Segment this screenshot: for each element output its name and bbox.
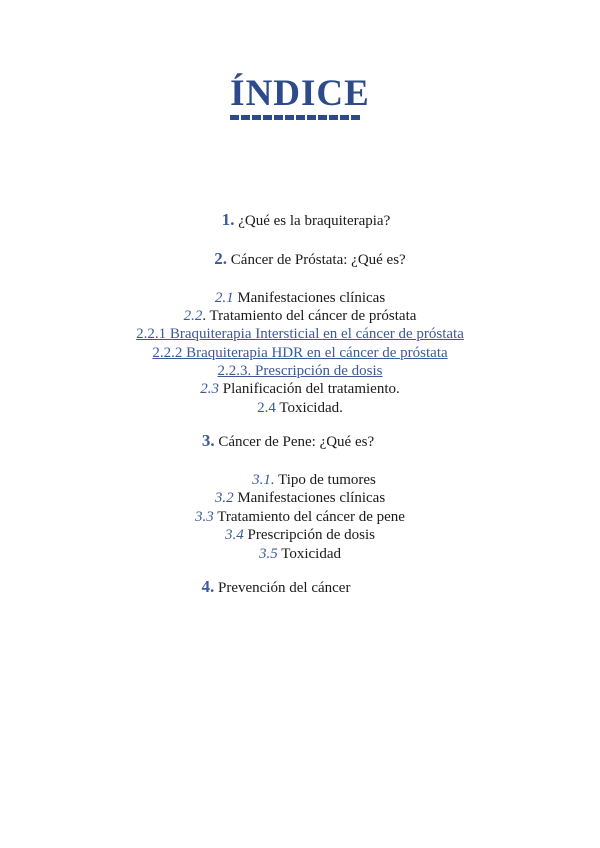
toc-number: 3.2 <box>214 490 234 506</box>
toc-label: Tratamiento del cáncer de pene <box>213 509 405 525</box>
toc-entry-3[interactable] <box>0 432 588 451</box>
toc-number: 2.3 <box>200 381 219 397</box>
toc-label: Tipo de tumores <box>274 472 376 488</box>
toc-entry-2-1[interactable] <box>0 289 600 307</box>
toc-number: 3.5 <box>259 546 278 562</box>
toc-label: Cáncer de Pene: ¿Qué es? <box>214 434 375 450</box>
toc-label: Manifestaciones clínicas <box>233 490 386 506</box>
toc-entry-3-5[interactable] <box>0 545 600 563</box>
toc-entry-3-4[interactable] <box>0 526 600 544</box>
toc-label: Planificación del tratamiento. <box>218 381 400 397</box>
toc-entry-2[interactable] <box>10 250 600 269</box>
toc-label: Manifestaciones clínicas <box>233 290 386 306</box>
toc-entry-1[interactable] <box>6 211 600 230</box>
toc-entry-2-3[interactable] <box>0 380 600 398</box>
toc-label: Prevención del cáncer <box>214 580 351 596</box>
toc-link-2-2-1[interactable]: 2.2.1 Braquiterapia Intersticial en el cáncer de próstata <box>136 326 464 342</box>
toc-number: 3. <box>201 431 215 450</box>
toc-entry-3-2[interactable] <box>0 489 600 507</box>
toc-number: 3.3 <box>195 509 214 525</box>
toc-label: Toxicidad. <box>275 400 343 416</box>
toc-label: . Tratamiento del cáncer de próstata <box>202 308 417 324</box>
toc-entry-4[interactable] <box>0 578 576 597</box>
toc-number: 1. <box>221 210 235 229</box>
toc-entry-2-2[interactable] <box>0 307 600 325</box>
toc-entry-2-4[interactable] <box>0 399 600 417</box>
toc-number: 2.2 <box>183 308 203 324</box>
toc-label: Toxicidad <box>277 546 341 562</box>
toc-number: 2.4 <box>257 400 276 416</box>
title-underline <box>230 115 362 120</box>
toc-label: ¿Qué es la braquiterapia? <box>234 213 391 229</box>
toc-number: 4. <box>201 577 215 596</box>
toc-label: Cáncer de Próstata: ¿Qué es? <box>227 252 406 268</box>
toc-entry-3-1[interactable] <box>14 471 600 489</box>
toc-link-2-2-3[interactable]: 2.2.3. Prescripción de dosis <box>217 363 383 379</box>
page-title: ÍNDICE <box>230 73 370 114</box>
toc-number: 3.4 <box>225 527 244 543</box>
toc-number: 2. <box>214 249 228 268</box>
toc-entry-3-3[interactable] <box>0 508 600 526</box>
toc-link-2-2-2[interactable]: 2.2.2 Braquiterapia HDR en el cáncer de próstata <box>152 345 448 361</box>
toc-label: Prescripción de dosis <box>243 527 375 543</box>
toc-number: 2.1 <box>214 290 234 306</box>
toc-number: 3.1. <box>252 472 275 488</box>
